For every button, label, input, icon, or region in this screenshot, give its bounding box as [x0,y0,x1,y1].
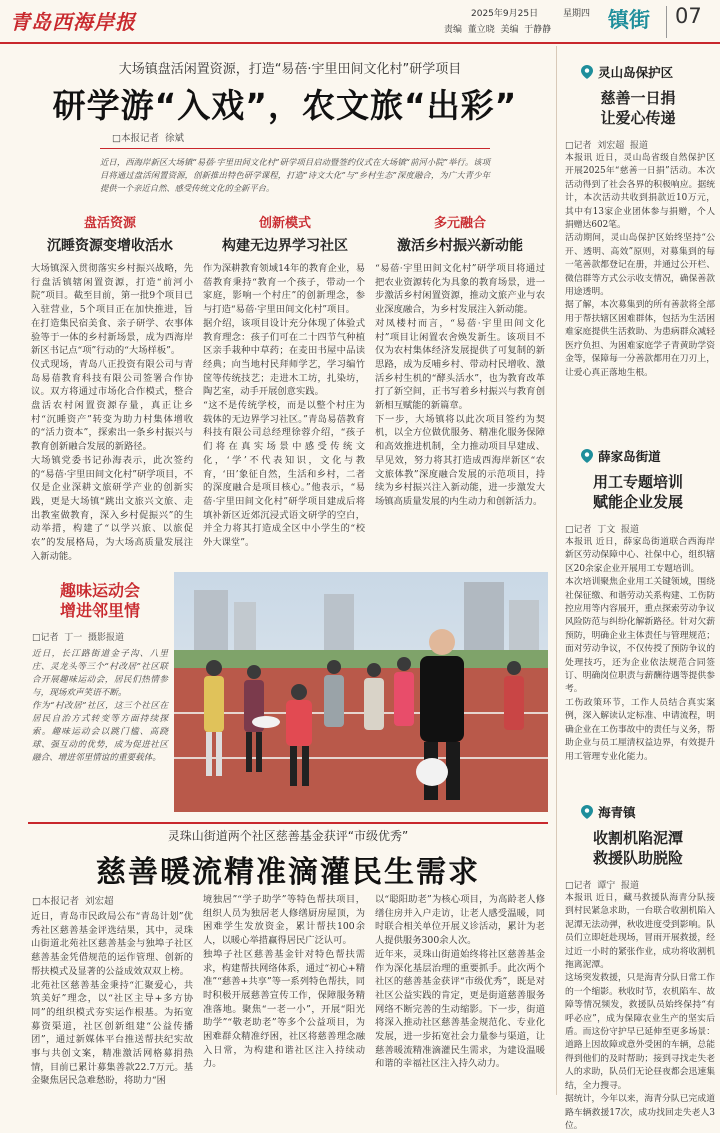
section-title-1: 沉睡资源变增收活水 [47,238,173,254]
article1-kicker: 大场镇盘活闲置资源，打造“易蓓·宇里田间文化村”研学项目 [118,62,462,77]
sidebar-location-2 [581,446,711,464]
location-pin-icon [581,65,593,79]
article2-column-3: 以“聪阳助老”为核心项目，为高龄老人修缮住房并入户走访，让老人感受温暖，同时联合相关单位开展义诊活动，累计为老人提供服务300余人次。 近年来，灵珠山街道始终将社区慈善基金作为深化基层治理的重要抓手。此次两个社区的慈善基金获评“市级优秀”，既是对社区公益实践的肯定，更是街道慈善服务网络不断完善的生动缩影。下一步，街道将深入推动社区慈善基金规范化、专业化发展，进一步拓宽社会力量参与渠道，让慈善暖流精准滴灌民生需求，为建设温暖和谐的幸福社区注入持久动力。 [375,894,545,1070]
section-head-3 [375,212,545,252]
sidebar-headline-2a: 用工专题培训 [592,473,683,491]
article2-column-1: 近日，青岛市民政局公布“青岛计划”优秀社区慈善基金评选结果，其中，灵珠山街道北苑社区慈善基金与独埠子社区慈善基金凭借规范的运作管理、创新的帮扶模式及显著的公益成效双双上榜。 北苑社区慈善基金秉持“汇聚爱心，共筑美好”理念，以“社区主导+多方协同”的组织模式夯实运作根基。为拓宽募资渠道，社区创新组建“公益传播团”，通过新媒体平台推送帮扶纪实故事与共创文案，精准激活网格募捐热情，目前已累计募集善款22.7万元。基金聚焦居民急难愁盼，将助力“困 [31,911,193,1087]
photo-story-title-1: 趣味运动会 [59,581,140,600]
location-pin-icon [581,805,593,819]
issue-date: 2025年9月25日 [471,9,539,19]
weekday: 星期四 [563,9,591,19]
sidebar-location-1 [581,62,711,80]
paper-name: 青岛西海岸报 [10,10,136,34]
sidebar [556,46,720,1131]
article1-lede: 近日，西海岸新区大场镇“易蓓·宇里田间文化村”研学项目启动暨签约仪式在大场镇“前河小院”举行。该项目将通过盘活闲置资源，创新推出特色研学课程，打造“诗文大化”与“乡村生态”深度融合，为广大青少年提供一个亲近自然、感受传统文化的全新平台。 [100,157,490,193]
sidebar-headline-2b: 赋能企业发展 [592,493,683,511]
article1-reporter: □本报记者 徐斌 [112,133,185,144]
editors: 责编 董立晓 美编 于静静 [444,25,552,35]
sidebar-headline-1b: 让爱心传递 [600,109,676,127]
photo-story-text-panel [28,570,172,820]
photo-story-text: 近日，长江路街道金子沟、八里庄、灵龙头等三个“村改居”社区联合开展趣味运动会，居民们热情参与，现场欢声笑语不断。 作为“村改居”社区，这三个社区在居民自治方式转变等方面持续探索。趣味运动会以跳门槛、高跷球、强互动的优势，成为促进社区融合、增进邻里情谊的重要载体。 [32,649,168,763]
article2-top-rule [28,822,548,824]
section-title-2: 构建无边界学习社区 [222,238,348,254]
article1-column-2: 作为深耕教育领域14年的教育企业，易蓓教育秉持“教育一个孩子，带动一个家庭，影响一个村庄”的创新理念，参与打造“易蓓·宇里田间文化村”项目。 据介绍，该项目设计充分体现了体验式教育理念：孩子们可在二十四节气种植区亲手栽种中草药；在麦田书屋中品读经典；向当地村民拜师学艺，学习编竹筐等传统技艺；走进木工坊，扎染坊，陶艺室，动手开展创意实践。 “这不是传统学校，而是以整个村庄为载体的无边界学习社区。”青岛易蓓教育科技有限公司总经理徐蓉介绍，“孩子们将在真实场景中感受传统文化，‘学’不代表知识，文化与教育，‘田’象征自然，生活和乡村，二者的深度融合是项目核心。”他表示，“易蓓·宇里田间文化村”研学项目建成后将填补新区近郊沉浸式语文研学的空白，并全力将其打造成全区中小学生的“校外大课堂”。 [203,263,365,549]
article2-column-2: 境独居”“学子助学”等特色帮扶项目，组织人员为独居老人修缮厨房屋顶，为困难学生发放资金，累计帮扶100余人，以暖心举措赢得居民广泛认可。 独埠子社区慈善基金针对特色帮扶需求，构建帮扶网络体系，通过“初心+精准”“慈善+共享”等一系列特色帮扶，同时积极开展慈善宣传工作，保障服务精准落地。聚焦“一老一小”，开展“阳光助学”“敬老助老”等多个公益项目，为困难群众精准纾困，社区将慈善理念融入日常，为构建和谐社区注入持续动力。 [203,894,365,1070]
photo-story-reporter: □记者 丁一 摄影报道 [32,633,124,643]
article1-headline: 研学游“入戏”，农文旅“出彩” [52,86,518,125]
photo-story-title-2: 增进邻里情 [59,601,140,620]
article2-headline: 慈善暖流精准滴灌民生需求 [96,855,480,890]
article2-reporter: □本报记者 刘宏超 [32,896,114,907]
sidebar-reporter-2: □记者 丁文 报道 [565,525,639,535]
section-tag-1: 盘活资源 [83,216,136,231]
sidebar-location-3 [581,802,711,820]
masthead [0,0,720,44]
location-label: 海青镇 [598,805,636,820]
location-label: 薛家岛街道 [598,449,661,464]
article1-lede-rule [100,148,490,149]
section-name: 镇街 [608,8,650,32]
sidebar-text-1: 本报讯 近日，灵山岛省级自然保护区开展2025年“慈善一日捐”活动。本次活动得到了社会各界的积极响应。据统计，本次活动共收到捐款近10万元，其中有13家企业团体参与捐赠，个人捐赠达602笔。 活动期间，灵山岛保护区始终坚持“公开、透明、高效”原则，对募集到的每一笔善款都登记在册，并通过公开栏、微信群等方式公示收支情况，确保善款用途透明。 据了解，本次募集到的所有善款将全部用于帮扶辖区困难群体，包括为生活困难家庭提供生活救助、为患病群众减轻医疗负担、为困难家庭学子青黄助学资金等，保障每一分善款都用在刀刃上，让爱心真正落地生根。 [565,153,715,378]
section-tag-2: 创新模式 [258,216,311,231]
sidebar-text-3: 本报讯 近日，藏马救援队海青分队接到村民紧急求助，一台联合收割机陷入泥潭无法动弹，秋收进度受到影响。队员们立即赶赴现场，冒雨开展救援，经过近一小时的紧张作业，成功将收割机拖离泥潭。 这场突发救援，只是海青分队日常工作的一个缩影。秋收时节，农机陷车、故障等情况频发，救援队员始终保持“有呼必应”，成为保障农业生产的坚实后盾。而这份守护早已延伸至更多场景：道路上因故障或意外受困的车辆，总能得到他们的及时帮助；接到寻找走失老人的求助，队员们无论昼夜都会迅速集结，全力搜寻。 据统计，今年以来，海青分队已完成道路车辆救援17次，成功找回走失老人3位。 [565,893,715,1131]
article2-kicker: 灵珠山街道两个社区慈善基金获评“市级优秀” [167,829,409,843]
section-head-1 [30,212,190,252]
sidebar-reporter-1: □记者 刘宏超 报道 [565,141,648,151]
sidebar-reporter-3: □记者 谭宁 报道 [565,881,639,891]
sidebar-headline-1a: 慈善一日捐 [600,89,676,107]
section-tag-3: 多元融合 [433,216,486,231]
sports-photo [174,572,548,812]
sidebar-headline-3b: 救援队助脱险 [592,849,683,867]
sidebar-text-2: 本报讯 近日，薛家岛街道联合西海岸新区劳动保障中心、社保中心，组织辖区20余家企业开展用工专题培训。 本次培训聚焦企业用工关键领域，围绕社保征缴、和谐劳动关系构建、工伤防控应用等内容展开，重点探索劳动争议风险防范与纠纷化解新路径。针对欠薪预防，明确企业主体责任与管理规范；面对劳动争议，不仅传授了预防争议的处理技巧，还为企业依法规范合同签订、明确岗位职责与薪酬待遇等提供参考。 工伤政策环节，工作人员结合真实案例，深入解读认定标准、申请流程，明确企业在工伤事故中的责任与义务，帮助企业与员工厘清权益边界，有效提升用工管理专业化能力。 [565,537,715,762]
location-pin-icon [581,449,593,463]
section-head-2 [205,212,365,252]
location-label: 灵山岛保护区 [598,65,674,80]
page-number: 07 [675,4,702,28]
section-divider [666,6,667,38]
sidebar-headline-3a: 收割机陷泥潭 [592,829,683,847]
section-title-3: 激活乡村振兴新动能 [397,238,523,254]
article1-column-1: 大场镇深入贯彻落实乡村振兴战略，先行盘活镇辖闲置资源，打造“前河小院”项目。截至目前，第一批9个项目已入驻营业，5个项目正在加快推进，旨在打造集民宿美食、亲子研学、农事体验等于一体的乡村新场景，成为西海岸新区书记点“项”行动的“大场样板”。 仪式现场，青岛八正投资有限公司与青岛易蓓教育科技有限公司签署合作协议。双方将通过市场化合作模式，整合盘活农村闲置资源存量，真正让乡村“沉睡资产”转变为助力村集体增收的“活力资本”，探索出一条乡村振兴与教育创新融合发展的新路径。 大场镇党委书记孙海表示，此次签约的“易蓓·宇里田间文化村”研学项目，不仅是企业深耕文旅研学产业的创新实践，更是大场镇“跳出文旅兴文旅、走出教室做教育，深入乡村促振兴”的生动举措，构建了“以学兴旅、以旅促农”的发展格局，为大场高质量发展注入新动能。 [31,263,193,562]
article1-column-3: “易蓓·宇里田间文化村”研学项目将通过把农业资源转化为具象的教育场景，进一步激活乡村闲置资源，推动文旅产业与农业深度融合，为乡村发展注入新动能。 对凤楼村而言，“易蓓·宇里田间文化村”项目让闲置农舍焕发新生。该项目不仅为农村集体经济发展提供了可复制的新思路，成为反哺乡村、带动村民增收、激活乡村生机的“酵头活水”，也为教育改革打了新空间，正书写着乡村振兴与教育创新相互赋能的新篇章。 下一步，大场镇将以此次项目签约为契机，以全方位做优服务、精准化服务保障和高效推进机制，全力推动项目早建成、早见效，努力将其打造成西海岸新区“农文旅体教”深度融合发展的示范项目，持续为乡村振兴注入新动能，进一步激发大场镇高质量发展的内生动力和创新活力。 [375,263,545,507]
